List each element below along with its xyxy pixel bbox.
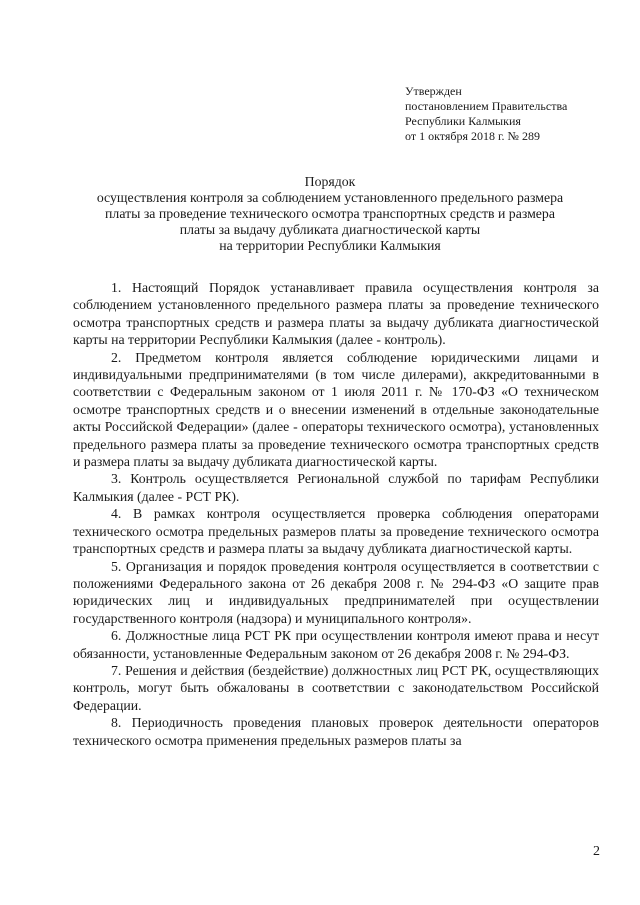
- document-title: [60, 174, 600, 254]
- page-number: 2: [593, 844, 600, 859]
- paragraph-6: 6. Должностные лица РСТ РК при осуществлении контроля имеют права и несут обязанности, установленные Федеральным законом от 26 декабря 2008 г. № 294-ФЗ.: [73, 628, 599, 661]
- paragraph-4: 4. В рамках контроля осуществляется проверка соблюдения операторами технического осмотра предельных размеров платы за проведение технического осмотра транспортных средств и размера платы за выдачу дубликата диагностической карты.: [73, 506, 599, 557]
- title-line-2: платы за проведение технического осмотра транспортных средств и размера: [105, 206, 555, 221]
- paragraph-3: 3. Контроль осуществляется Региональной службой по тарифам Республики Калмыкия (далее - РСТ РК).: [73, 471, 599, 504]
- title-line-1: осуществления контроля за соблюдением установленного предельного размера: [96, 190, 564, 205]
- title-line-4: на территории Республики Калмыкия: [219, 238, 441, 253]
- document-body: [73, 279, 599, 749]
- approval-line-3: Республики Калмыкия: [405, 114, 521, 128]
- approval-line-2: постановлением Правительства: [405, 99, 568, 113]
- approval-stamp-block: [405, 84, 567, 144]
- paragraph-8: 8. Периодичность проведения плановых проверок деятельности операторов технического осмотра применения предельных размеров платы за: [73, 715, 599, 748]
- paragraph-1: 1. Настоящий Порядок устанавливает правила осуществления контроля за соблюдением установленного предельного размера платы за проведение технического осмотра транспортных средств и размера платы за выдачу дубликата диагностической карты на территории Республики Калмыкия (далее - контроль).: [73, 280, 599, 348]
- approval-line-1: Утвержден: [405, 84, 462, 98]
- title-heading: Порядок: [304, 174, 356, 189]
- title-line-3: платы за выдачу дубликата диагностической карты: [179, 222, 481, 237]
- approval-line-4: от 1 октября 2018 г. № 289: [405, 129, 541, 143]
- paragraph-7: 7. Решения и действия (бездействие) должностных лиц РСТ РК, осуществляющих контроль, могут быть обжалованы в соответствии с законодательством Российской Федерации.: [73, 662, 599, 713]
- paragraph-2: 2. Предметом контроля является соблюдение юридическими лицами и индивидуальными предпринимателями (в том числе дилерами), аккредитованными в соответствии с Федеральным законом от 1 июля 2011 г. № 170-ФЗ «О техническом осмотре транспортных средств и о внесении изменений в отдельные законодательные акты Российской Федерации» (далее - операторы технического осмотра), установленных предельного размера платы за проведение технического осмотра транспортных средств и размера платы за выдачу дубликата диагностической карты.: [73, 349, 599, 470]
- paragraph-5: 5. Организация и порядок проведения контроля осуществляется в соответствии с положениями Федерального закона от 26 декабря 2008 г. № 294-ФЗ «О защите прав юридических лиц и индивидуальных предпринимателей при осуществлении государственного контроля (надзора) и муниципального контроля».: [73, 558, 599, 626]
